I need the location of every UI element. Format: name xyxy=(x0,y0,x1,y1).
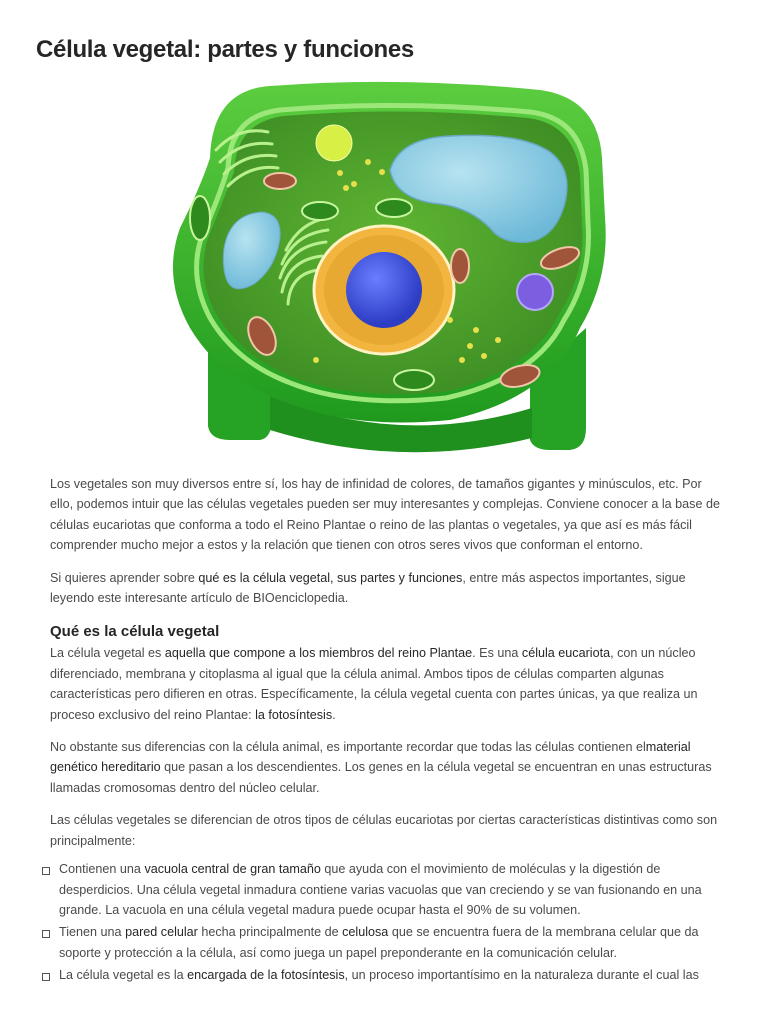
article-body xyxy=(50,474,722,988)
text: hecha principalmente de xyxy=(197,925,343,940)
text: . xyxy=(332,707,336,722)
feature-list xyxy=(42,859,714,985)
text: . Es una xyxy=(472,646,522,661)
checkbox-bullet-icon xyxy=(42,867,50,875)
fotosintesis-link[interactable]: la fotosíntesis xyxy=(255,707,333,722)
section-paragraph-2 xyxy=(50,737,722,798)
celulosa-link[interactable]: celulosa xyxy=(342,925,389,940)
vesicle xyxy=(517,274,553,310)
plant-cell-svg xyxy=(150,78,620,456)
text: , un proceso importantísimo en la naturaleza durante el cual las xyxy=(344,968,699,983)
intro-paragraph-2 xyxy=(50,568,722,609)
celula-eucariota-link[interactable]: célula eucariota xyxy=(521,646,611,661)
pared-celular-link[interactable]: pared celular xyxy=(125,925,198,940)
text: No obstante sus diferencias con la célula animal, es importante recordar que todas las células contienen el xyxy=(50,740,646,755)
intro-text-end: , entre más aspectos importantes, sigue leyendo este interesante artículo de BIOenciclopedia. xyxy=(50,570,686,606)
text: , con un núcleo diferenciado, membrana y citoplasma al igual que la célula animal. Ambos tipos de células comparten algunas características pero difieren en otras. Específicamente, la célula vegetal cuenta con partes únicas, ya que realiza un proceso exclusivo del reino Plantae: xyxy=(50,646,698,722)
plant-cell-illustration xyxy=(150,78,620,456)
list-item xyxy=(42,965,714,985)
section-paragraph-1 xyxy=(50,643,722,725)
text: La célula vegetal es la xyxy=(59,968,188,983)
text: La célula vegetal es xyxy=(50,646,165,661)
checkbox-bullet-icon xyxy=(42,973,50,981)
intro-text: Si quieres aprender sobre xyxy=(50,570,199,585)
topic-link[interactable]: qué es la célula vegetal, sus partes y funciones xyxy=(198,570,463,585)
reino-plantae-link[interactable]: aquella que compone a los miembros del reino Plantae xyxy=(164,646,473,661)
page-title: Célula vegetal: partes y funciones xyxy=(36,36,414,63)
nucleolus xyxy=(346,252,422,328)
list-item xyxy=(42,922,714,963)
lysosome xyxy=(316,125,352,161)
text: Contienen una xyxy=(59,862,145,877)
intro-paragraph-1: Los vegetales son muy diversos entre sí, los hay de infinidad de colores, de tamaños gigantes y minúsculos, etc. Por ello, podemos intuir que las células vegetales pueden ser muy interesantes y complejas. Conviene conocer a la base de células eucariotas que conforma a todo el Reino Plantae o reino de las plantas o vegetales, ya que así es más fácil comprender mucho mejor a estos y la relación que tienen con otros seres vivos que conforman el entorno. xyxy=(50,477,720,553)
text: que ayuda con el movimiento de moléculas y la digestión de desperdicios. Una célula vegetal inmadura contiene varias vacuolas que van creciendo y se van fusionando en una grande. La vacuola en una célula vegetal madura puede ocupar hasta el 90% de su volumen. xyxy=(59,862,702,917)
section-paragraph-3: Las células vegetales se diferencian de otros tipos de células eucariotas por ciertas características distintivas como son principalmente: xyxy=(50,813,718,848)
section-heading: Qué es la célula vegetal xyxy=(50,623,220,641)
text: que se encuentra fuera de la membrana celular que da soporte y protección a la célula, así como juega un papel preponderante en la comunicación celular. xyxy=(59,925,699,960)
fotosintesis-role-link[interactable]: encargada de la fotosíntesis xyxy=(187,968,345,983)
list-item xyxy=(42,859,714,920)
material-genetico-link[interactable]: material genético hereditario xyxy=(50,740,691,775)
checkbox-bullet-icon xyxy=(42,930,50,938)
text: Tienen una xyxy=(59,925,126,940)
text: que pasan a los descendientes. Los genes en la célula vegetal se encuentran en unas estructuras llamadas cromosomas dentro del núcleo celular. xyxy=(50,760,712,795)
vacuola-link[interactable]: vacuola central de gran tamaño xyxy=(144,862,321,877)
